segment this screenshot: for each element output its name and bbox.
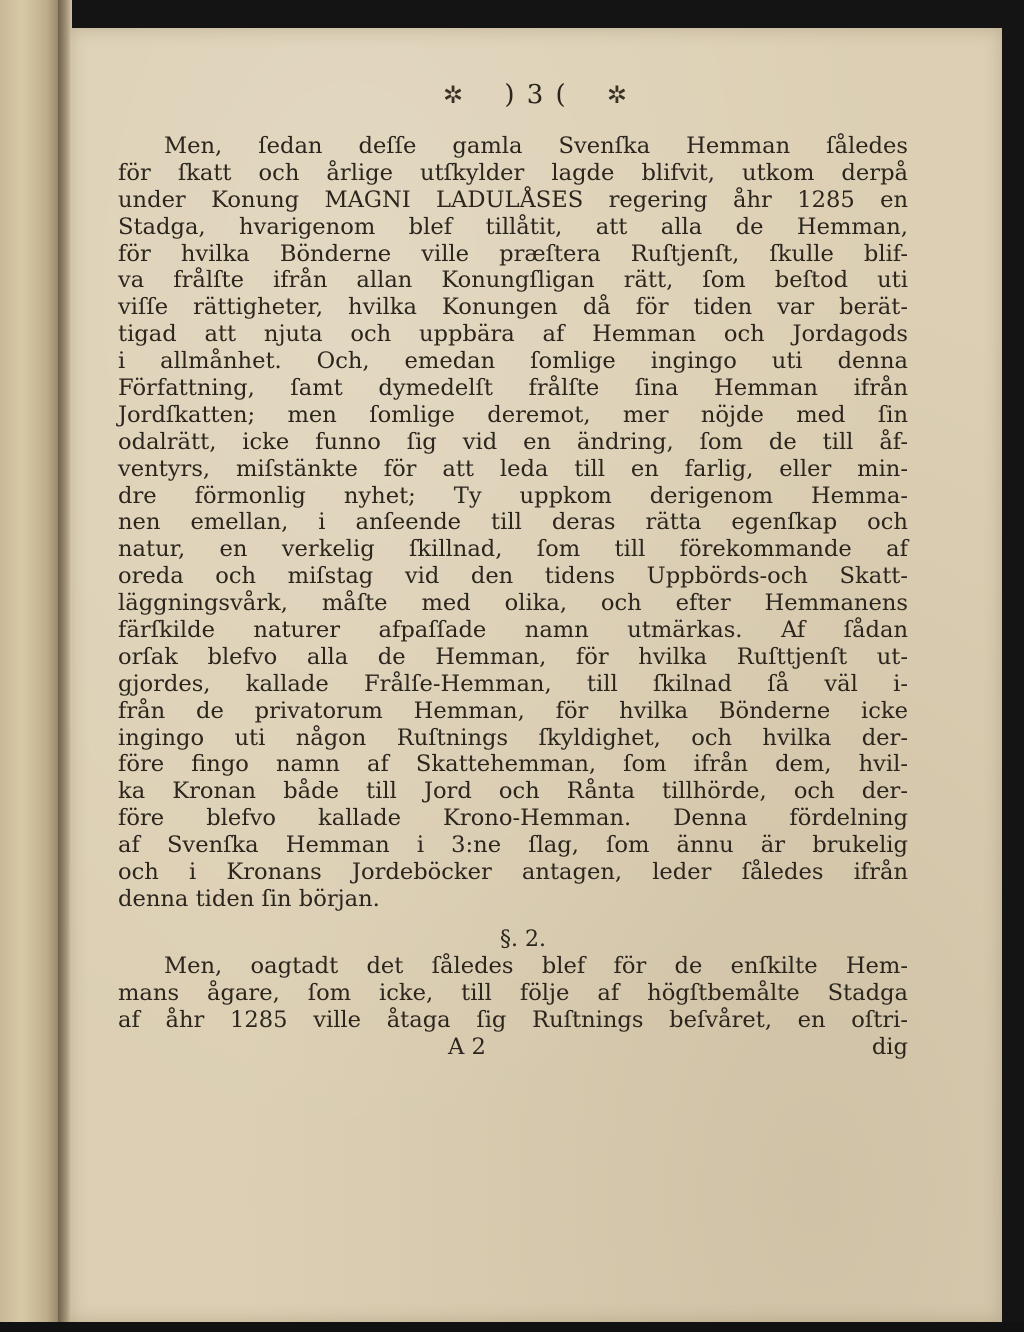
text-line: ventyrs, miſstänkte för att leda till en farlig, eller min- [118,455,908,482]
text-line: Men, ſedan deſſe gamla Svenſka Hemman ſåledes [164,133,908,159]
text-line: före blefvo kallade Krono-Hemman. Denna fördelning [118,805,908,832]
right-ornament-icon: ✲ [606,81,629,109]
text-line: läggningsvårk, måſte med olika, och efter Hemmanens [118,590,908,617]
text-line: Jordſkatten; men ſomlige deremot, mer nöjde med ſin [118,401,908,428]
signature-mark: A 2 [448,1033,486,1060]
page-footer [118,1034,908,1061]
text-line: orſak blefvo alla de Hemman, för hvilka Ruſttjenſt ut- [118,643,908,670]
text-line: gjordes, kallade Frålſe-Hemman, till ſkilnad ſå väl i- [118,670,908,697]
section-heading: §. 2. [500,926,546,952]
text-line: från de privatorum Hemman, för hvilka Bönderne icke [118,697,908,724]
page-header [70,80,1002,110]
text-line: natur, en verkelig ſkillnad, ſom till förekommande af [118,536,908,563]
text-line: ka Kronan både till Jord och Rånta tillhörde, och der- [118,778,908,805]
text-line: af Svenſka Hemman i 3:ne ſlag, ſom ännu är brukelig [118,832,908,859]
scan-bottom-edge [0,1322,1024,1332]
text-line: under Konung MAGNI LADULÅSES regering åhr 1285 en [118,186,908,213]
text-line: af åhr 1285 ville åtaga ſig Ruſtnings beſvåret, en oſtri- [118,1006,908,1033]
text-line: viſſe rättigheter, hvilka Konungen då för tiden var berät- [118,294,908,321]
book-page [70,28,1002,1322]
catchword: dig [871,1033,908,1060]
text-line: för hvilka Bönderne ville præſtera Ruſtjenſt, ſkulle blif- [118,240,908,267]
text-line: i allmånhet. Och, emedan ſomlige ingingo uti denna [118,348,908,375]
page-number: ) 3 ( [504,80,568,110]
text-line: Stadga, hvarigenom blef tillåtit, att alla de Hemman, [118,213,908,240]
page-body-text [118,133,908,1060]
text-line: mans ågare, ſom icke, till följe af högſtbemålte Stadga [118,979,908,1006]
text-line: odalrätt, icke funno ſig vid en ändring, ſom de till åf- [118,428,908,455]
text-line: färſkilde naturer afpaſſade namn utmärkas. Af ſådan [118,617,908,644]
paragraph-1 [118,133,908,913]
text-line: denna tiden ſin början. [118,885,380,912]
text-line: för ſkatt och årlige utſkylder lagde blifvit, utkom derpå [118,159,908,186]
text-line: Författning, ſamt dymedelſt frålſte ſina Hemman ifrån [118,375,908,402]
text-line: oreda och miſstag vid den tidens Uppbörds-och Skatt- [118,563,908,590]
paragraph-2 [118,953,908,1034]
text-line: dre förmonlig nyhet; Ty uppkom derigenom Hemma- [118,482,908,509]
text-line: före fingo namn af Skattehemman, ſom ifrån dem, hvil- [118,751,908,778]
left-ornament-icon: ✲ [442,81,466,109]
text-line: va frålſte ifrån allan Konungſligan rätt, ſom beſtod uti [118,267,908,294]
text-line: nen emellan, i anſeende till deras rätta egenſkap och [118,509,908,536]
text-line: tigad att njuta och uppbära af Hemman och Jordagods [118,321,908,348]
previous-page-edge [0,0,62,1332]
text-line: Men, oagtadt det ſåledes blef för de enſkilte Hem- [164,952,908,979]
text-line: ingingo uti någon Ruſtnings ſkyldighet, och hvilka der- [118,724,908,751]
text-line: och i Kronans Jordeböcker antagen, leder ſåledes ifrån [118,859,908,886]
